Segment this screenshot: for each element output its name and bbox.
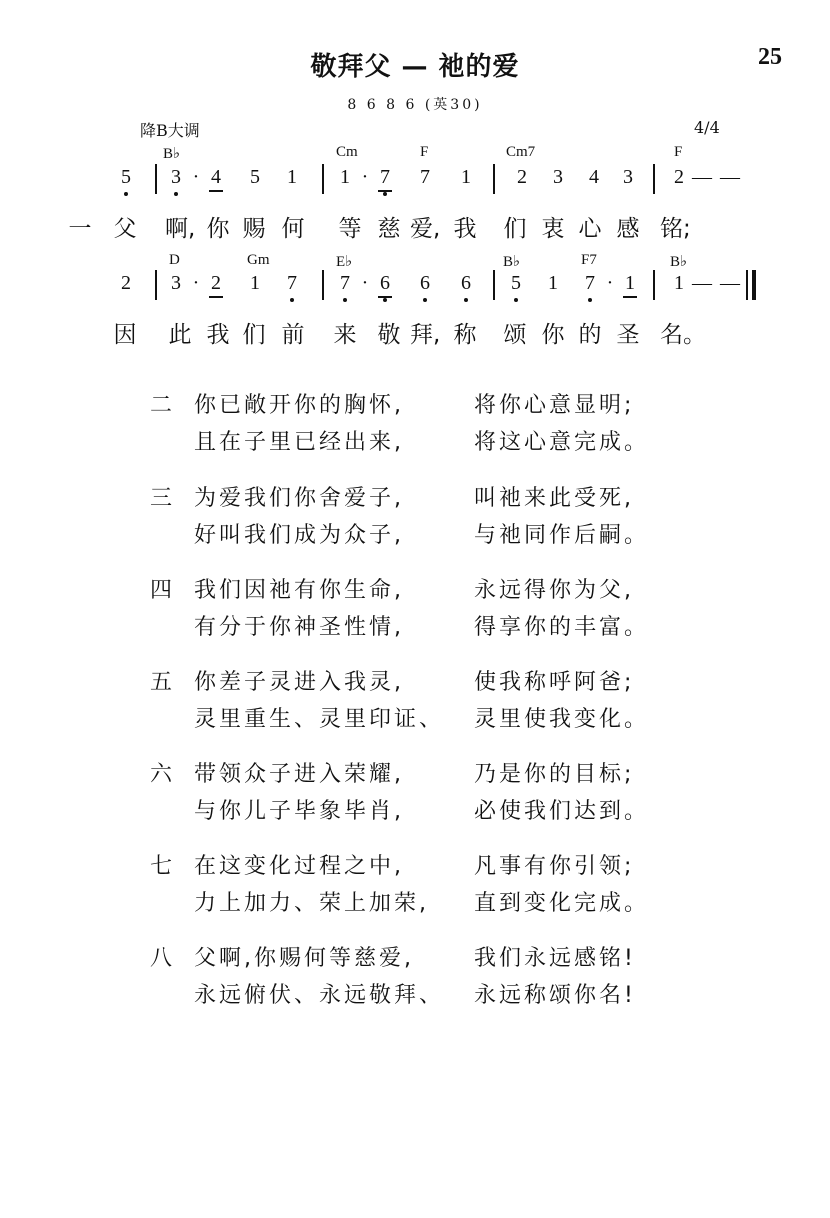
lyric-syllable: 因 xyxy=(113,322,137,348)
hymn-title: 敬拜父 — 祂的爱 xyxy=(310,52,520,82)
verse-line: 永远称颂你名! xyxy=(474,983,636,1008)
barline xyxy=(746,270,748,300)
verse-line: 得享你的丰富。 xyxy=(474,615,650,640)
jianpu-note: 4 xyxy=(211,166,221,188)
verse-number: 二 xyxy=(150,393,173,418)
jianpu-note: 1 xyxy=(548,272,558,294)
final-barline xyxy=(752,270,756,300)
lyric-syllable: 铭; xyxy=(660,216,691,242)
octave-dot xyxy=(423,298,427,302)
jianpu-note: 7 xyxy=(340,272,350,294)
verse-line: 使我称呼阿爸; xyxy=(474,670,635,695)
octave-dot xyxy=(588,298,592,302)
verse-number: 六 xyxy=(150,762,173,787)
jianpu-note: 6 xyxy=(380,272,390,294)
lyric-syllable: 衷 xyxy=(541,216,565,242)
chord-symbol: B♭ xyxy=(503,254,521,270)
jianpu-note: — xyxy=(692,272,712,294)
chord-symbol: Cm xyxy=(336,144,358,160)
lyric-syllable: 此 xyxy=(168,322,192,348)
barline xyxy=(493,164,495,194)
verse-line: 力上加力、荣上加荣, xyxy=(194,891,429,916)
jianpu-note: 3 xyxy=(553,166,563,188)
lyric-syllable: 何 xyxy=(281,216,305,242)
chord-symbol: Cm7 xyxy=(506,144,536,160)
verse-line: 凡事有你引领; xyxy=(474,854,635,879)
lyric-syllable: 你 xyxy=(206,216,230,242)
lyric-syllable: 敬 xyxy=(377,322,401,348)
lyric-syllable: 爱, xyxy=(410,216,441,242)
barline xyxy=(493,270,495,300)
verse-line: 将这心意完成。 xyxy=(474,430,650,455)
lyric-syllable: 赐 xyxy=(242,216,266,242)
jianpu-note: 1 xyxy=(674,272,684,294)
chord-symbol: E♭ xyxy=(336,254,353,270)
jianpu-note: 7 xyxy=(585,272,595,294)
verse-line: 你差子灵进入我灵, xyxy=(194,670,404,695)
lyric-syllable: 名。 xyxy=(660,322,706,348)
jianpu-note: 6 xyxy=(461,272,471,294)
verse-number: 四 xyxy=(150,578,173,603)
lyric-syllable: 颂 xyxy=(503,322,527,348)
lyric-syllable: 父 xyxy=(113,216,137,242)
jianpu-note: 5 xyxy=(250,166,260,188)
lyric-syllable: 来 xyxy=(333,322,357,348)
barline xyxy=(653,164,655,194)
chord-symbol: F xyxy=(674,144,683,160)
chord-symbol: D xyxy=(169,252,180,268)
jianpu-note: 2 xyxy=(211,272,221,294)
jianpu-note: · xyxy=(192,272,200,294)
jianpu-note: 1 xyxy=(625,272,635,294)
chord-symbol: F xyxy=(420,144,429,160)
lyric-syllable: 前 xyxy=(281,322,305,348)
verse-line: 我们因祂有你生命, xyxy=(194,578,404,603)
jianpu-note: 5 xyxy=(121,166,131,188)
verse-line: 乃是你的目标; xyxy=(474,762,635,787)
octave-dot xyxy=(124,192,128,196)
verse-line: 叫祂来此受死, xyxy=(474,486,634,511)
barline xyxy=(653,270,655,300)
lyric-syllable: 我 xyxy=(453,216,477,242)
key-signature: 降B大调 xyxy=(140,121,200,140)
octave-dot xyxy=(383,298,387,302)
lyric-syllable: 我 xyxy=(206,322,230,348)
lyric-syllable: 们 xyxy=(503,216,527,242)
verse-number: 七 xyxy=(150,854,173,879)
jianpu-note: 7 xyxy=(287,272,297,294)
verse-line: 带领众子进入荣耀, xyxy=(194,762,404,787)
hymn-meter: 8 6 8 6 (英30) xyxy=(347,97,483,113)
duration-underline xyxy=(209,296,223,298)
verse-line: 为爱我们你舍爱子, xyxy=(194,486,404,511)
duration-underline xyxy=(378,190,392,192)
octave-dot xyxy=(174,192,178,196)
verse-line: 灵里使我变化。 xyxy=(474,707,650,732)
chord-symbol: Gm xyxy=(247,252,270,268)
chord-symbol: B♭ xyxy=(670,254,688,270)
page-number: 25 xyxy=(758,44,782,70)
duration-underline xyxy=(623,296,637,298)
octave-dot xyxy=(343,298,347,302)
lyric-syllable: 拜, xyxy=(410,322,441,348)
lyric-syllable: 啊, xyxy=(165,216,196,242)
barline xyxy=(322,270,324,300)
octave-dot xyxy=(464,298,468,302)
jianpu-note: 1 xyxy=(340,166,350,188)
verse-line: 灵里重生、灵里印证、 xyxy=(194,707,445,732)
lyric-syllable: 称 xyxy=(453,322,477,348)
jianpu-note: — xyxy=(720,272,740,294)
jianpu-note: — xyxy=(720,166,740,188)
octave-dot xyxy=(383,192,387,196)
verse-line: 有分于你神圣性情, xyxy=(194,615,404,640)
jianpu-note: · xyxy=(361,166,369,188)
lyric-syllable: 一 xyxy=(68,216,92,242)
jianpu-note: 2 xyxy=(517,166,527,188)
jianpu-note: 5 xyxy=(511,272,521,294)
jianpu-note: 3 xyxy=(171,166,181,188)
jianpu-note: 2 xyxy=(121,272,131,294)
chord-symbol: F7 xyxy=(581,252,597,268)
duration-underline xyxy=(209,190,223,192)
lyric-syllable: 心 xyxy=(578,216,602,242)
verse-line: 父啊,你赐何等慈爱, xyxy=(194,946,414,971)
jianpu-note: — xyxy=(692,166,712,188)
verse-line: 永远得你为父, xyxy=(474,578,634,603)
verse-number: 五 xyxy=(150,670,173,695)
verse-line: 必使我们达到。 xyxy=(474,799,650,824)
jianpu-note: · xyxy=(192,166,200,188)
verse-line: 与祂同作后嗣。 xyxy=(474,523,650,548)
jianpu-note: · xyxy=(361,272,369,294)
jianpu-note: 1 xyxy=(461,166,471,188)
jianpu-note: · xyxy=(606,272,614,294)
jianpu-note: 3 xyxy=(171,272,181,294)
lyric-syllable: 你 xyxy=(541,322,565,348)
time-signature: 4/4 xyxy=(694,118,720,137)
verse-line: 且在子里已经出来, xyxy=(194,430,404,455)
jianpu-note: 1 xyxy=(287,166,297,188)
barline xyxy=(322,164,324,194)
verse-line: 直到变化完成。 xyxy=(474,891,650,916)
verse-line: 与你儿子毕象毕肖, xyxy=(194,799,404,824)
verse-line: 永远俯伏、永远敬拜、 xyxy=(194,983,445,1008)
barline xyxy=(155,270,157,300)
verse-number: 八 xyxy=(150,946,173,971)
duration-underline xyxy=(378,296,392,298)
jianpu-note: 3 xyxy=(623,166,633,188)
verse-line: 好叫我们成为众子, xyxy=(194,523,404,548)
jianpu-note: 1 xyxy=(250,272,260,294)
verse-number: 三 xyxy=(150,486,173,511)
lyric-syllable: 圣 xyxy=(616,322,640,348)
jianpu-note: 7 xyxy=(380,166,390,188)
lyric-syllable: 感 xyxy=(616,216,640,242)
jianpu-note: 6 xyxy=(420,272,430,294)
lyric-syllable: 慈 xyxy=(377,216,401,242)
verse-line: 在这变化过程之中, xyxy=(194,854,404,879)
lyric-syllable: 们 xyxy=(242,322,266,348)
verse-line: 你已敞开你的胸怀, xyxy=(194,393,404,418)
jianpu-note: 2 xyxy=(674,166,684,188)
barline xyxy=(155,164,157,194)
lyric-syllable: 的 xyxy=(578,322,602,348)
verse-line: 我们永远感铭! xyxy=(474,946,636,971)
lyric-syllable: 等 xyxy=(338,216,362,242)
chord-symbol: B♭ xyxy=(163,146,181,162)
jianpu-note: 4 xyxy=(589,166,599,188)
octave-dot xyxy=(514,298,518,302)
jianpu-note: 7 xyxy=(420,166,430,188)
verse-line: 将你心意显明; xyxy=(474,393,635,418)
octave-dot xyxy=(290,298,294,302)
